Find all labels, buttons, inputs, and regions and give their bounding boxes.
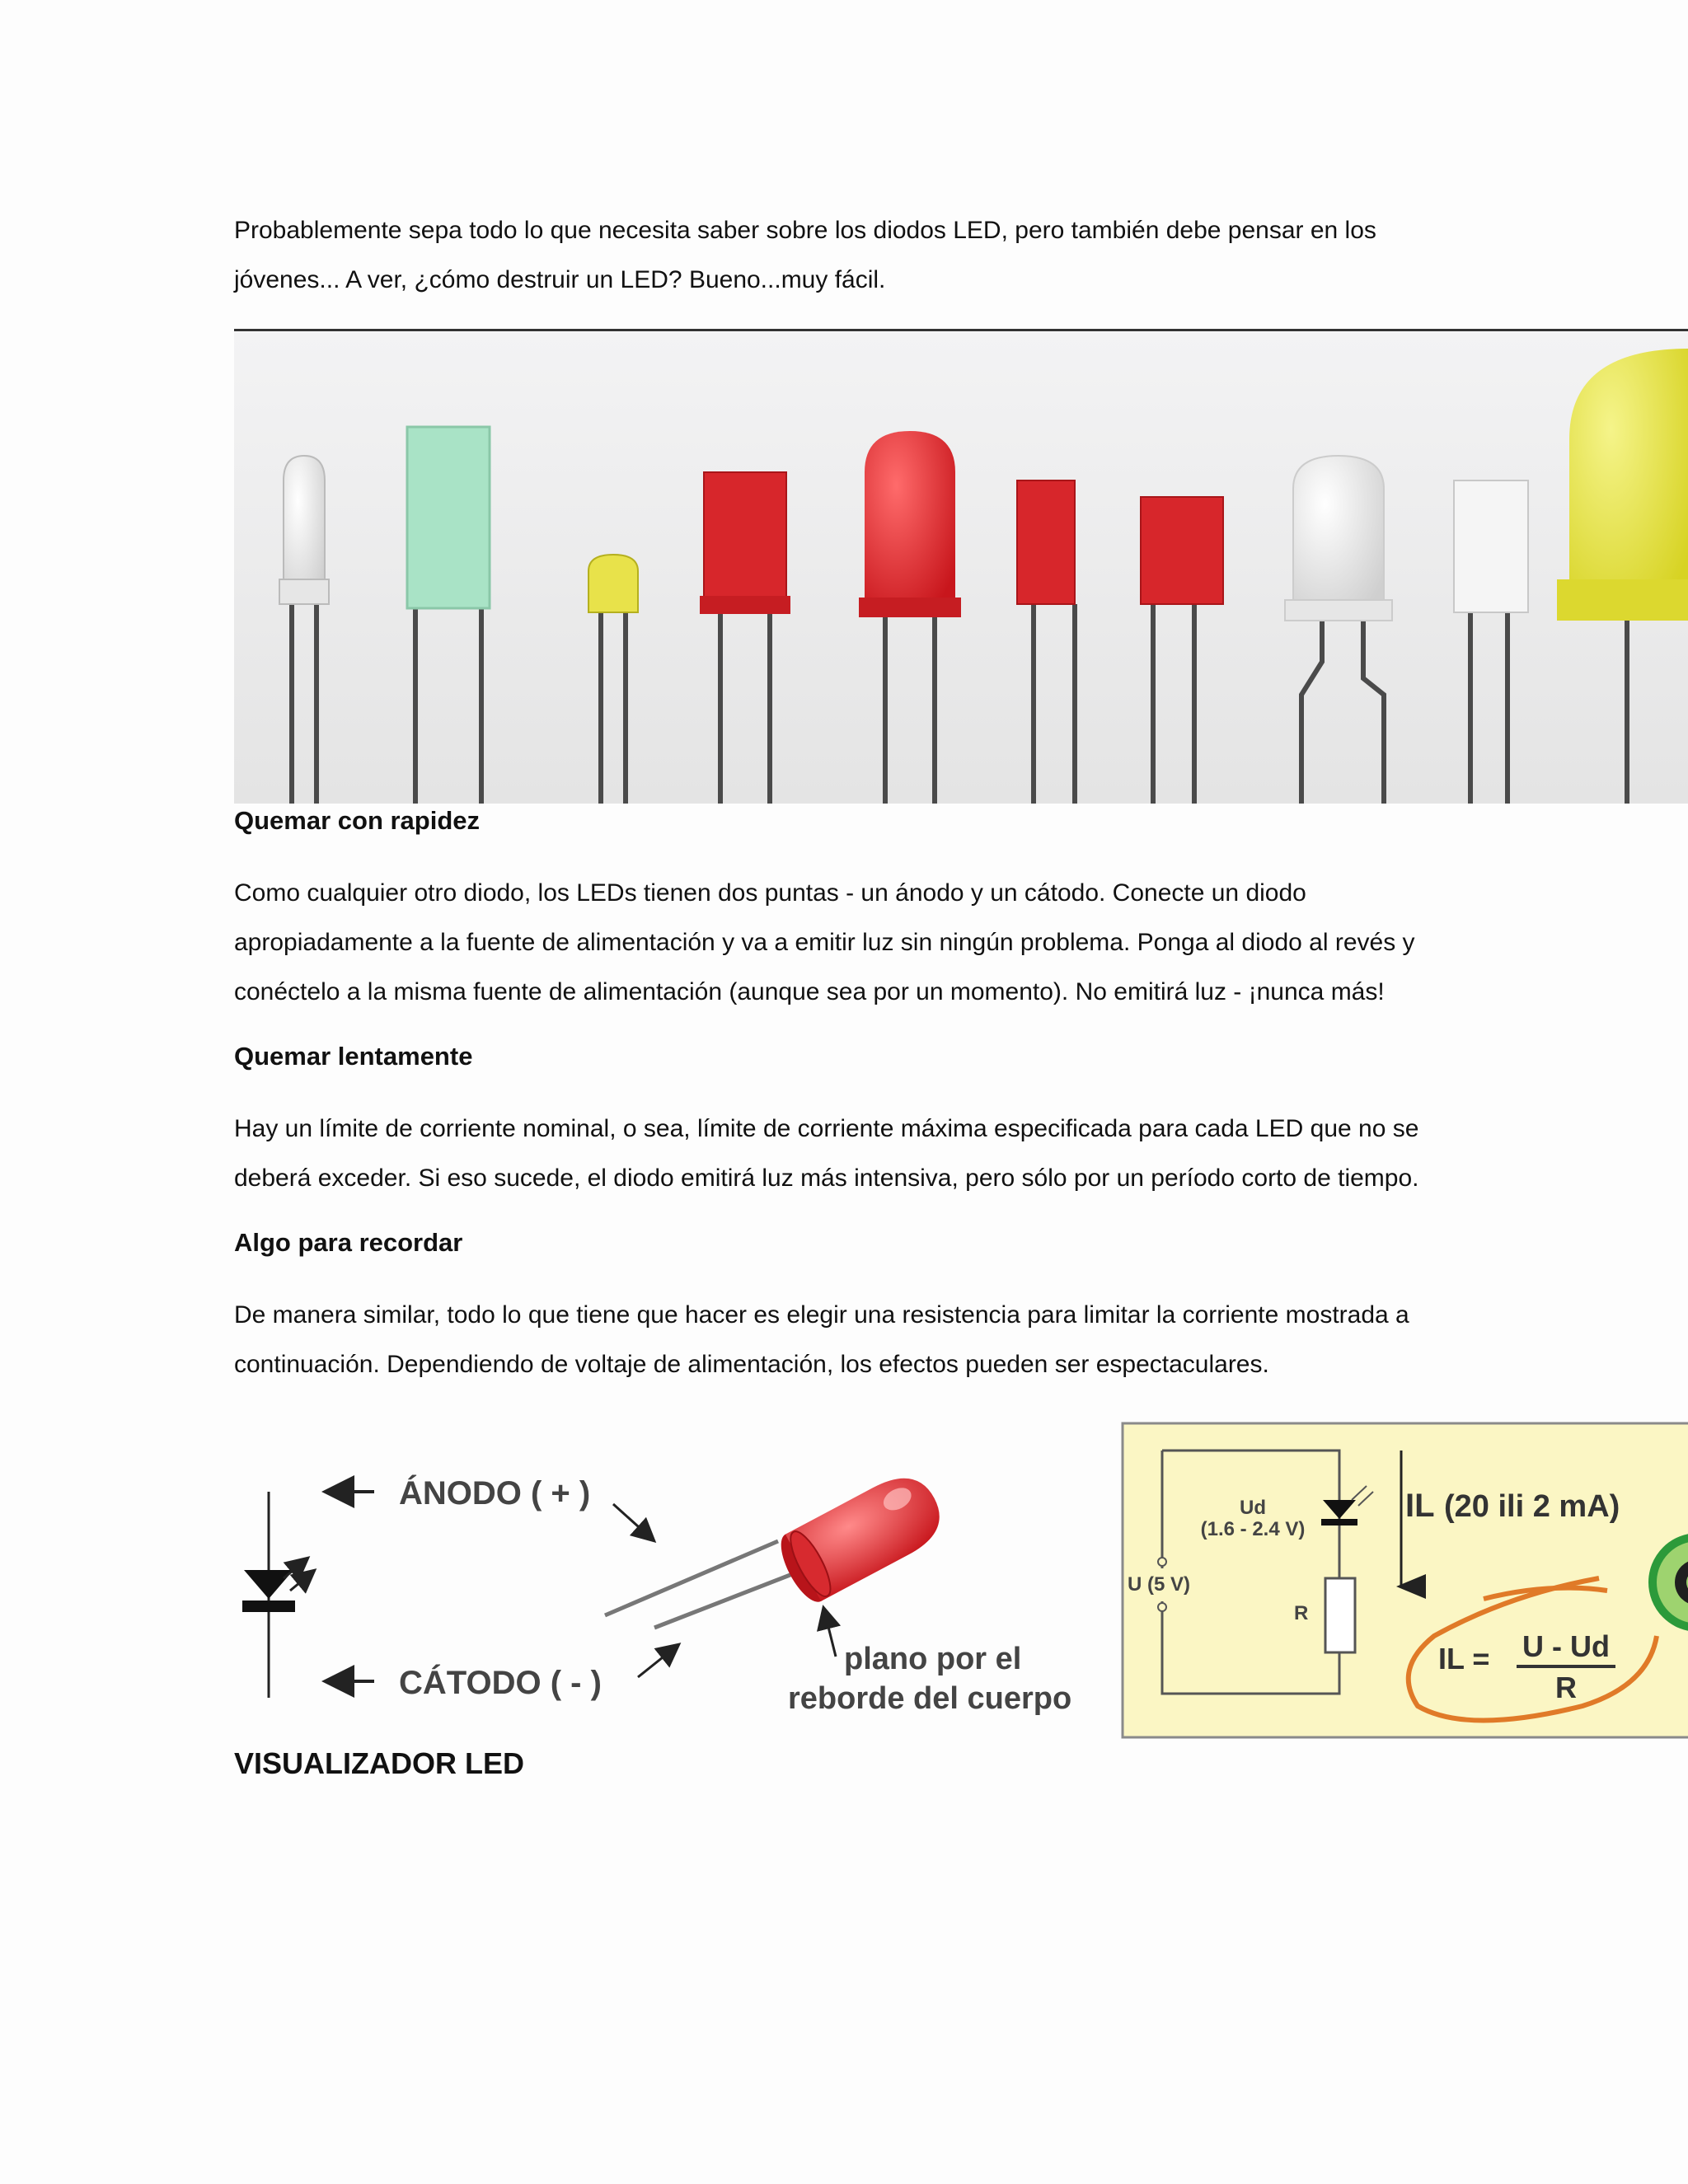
diode-symbol-icon xyxy=(242,1492,315,1698)
section3-line-2: continuación. Dependiendo de voltaje de alimentación, los efectos pueden ser espectaculares. xyxy=(234,1351,1269,1378)
resistor-icon xyxy=(1325,1578,1355,1652)
heading-quemar-con-rapidez: Quemar con rapidez xyxy=(234,806,481,835)
formula-numerator: U - Ud xyxy=(1522,1629,1610,1663)
intro-line-2: jóvenes... A ver, ¿cómo destruir un LED? Bueno...muy fácil. xyxy=(234,266,886,293)
heading-quemar-lentamente: Quemar lentamente xyxy=(234,1042,473,1071)
led-circuit-diagram xyxy=(1121,1422,1688,1739)
red-led-illustration xyxy=(772,1465,952,1608)
ud-range-label: (1.6 - 2.4 V) xyxy=(1200,1518,1306,1540)
il-value-label: (20 ili 2 mA) xyxy=(1444,1489,1620,1524)
heading-algo-para-recordar: Algo para recordar xyxy=(234,1228,463,1257)
formula-denominator: R xyxy=(1555,1671,1577,1704)
ud-label: Ud xyxy=(1240,1497,1266,1519)
horizontal-rule xyxy=(234,329,1688,331)
section1-line-1: Como cualquier otro diodo, los LEDs tienen dos puntas - un ánodo y un cátodo. Conecte un diodo xyxy=(234,879,1306,907)
u-label: U (5 V) xyxy=(1128,1573,1191,1596)
cathode-label: CÁTODO ( - ) xyxy=(399,1665,602,1701)
section2-line-2: deberá exceder. Si eso sucede, el diodo emitirá luz más intensiva, pero sólo por un período corto de tiempo. xyxy=(234,1165,1419,1192)
flat-label-line-1: plano por el xyxy=(844,1642,1022,1676)
r-label: R xyxy=(1294,1602,1309,1624)
il-label: IL xyxy=(1405,1488,1435,1524)
formula-lhs: IL = xyxy=(1438,1642,1490,1675)
intro-line-1: Probablemente sepa todo lo que necesita saber sobre los diodos LED, pero también debe pensar en los xyxy=(234,217,1376,244)
section1-line-2: apropiadamente a la fuente de alimentación y va a emitir luz sin ningún problema. Ponga al diodo al revés y xyxy=(234,929,1415,956)
heading-visualizador-led: VISUALIZADOR LED xyxy=(234,1746,525,1780)
led-pinout-diagram xyxy=(234,1401,1091,1731)
section3-line-1: De manera similar, todo lo que tiene que hacer es elegir una resistencia para limitar la corriente mostrada a xyxy=(234,1301,1409,1329)
led-photo-illustration xyxy=(234,332,1688,804)
section1-line-3: conéctelo a la misma fuente de alimentación (aunque sea por un momento). No emitirá luz - ¡nunca más! xyxy=(234,978,1385,1005)
section2-line-1: Hay un límite de corriente nominal, o sea, límite de corriente máxima especificada para cada LED que no se xyxy=(234,1115,1419,1142)
anode-label: ÁNODO ( + ) xyxy=(399,1475,591,1511)
led-photo xyxy=(234,332,1688,804)
flat-label-line-2: reborde del cuerpo xyxy=(788,1681,1072,1716)
